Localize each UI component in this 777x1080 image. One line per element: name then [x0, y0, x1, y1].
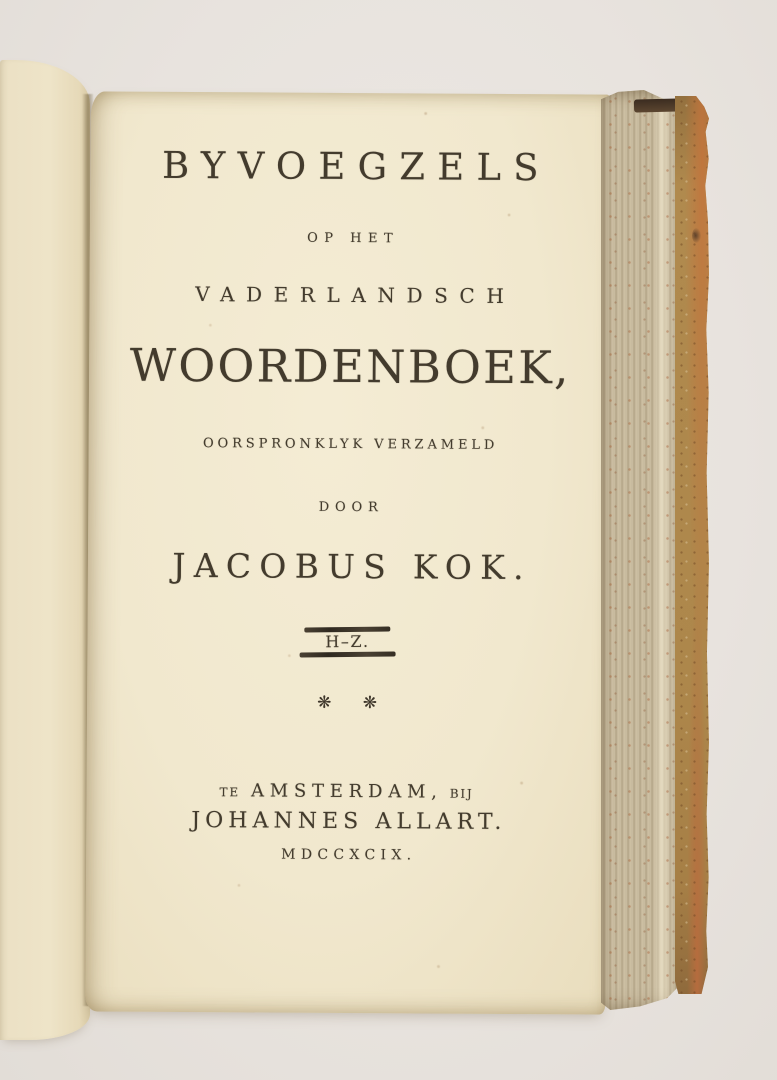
rosette-ornament-icon: ❋	[362, 693, 378, 714]
compiled-line: OORSPRONKLYK VERZAMELD	[202, 436, 499, 453]
fore-edge	[601, 90, 679, 1010]
subject-title: VADERLANDSCH	[195, 282, 516, 309]
main-title: WOORDENBOEK,	[129, 338, 571, 395]
rule-bottom	[300, 652, 396, 658]
author-name: JACOBUS KOK.	[172, 545, 532, 588]
connector-op-het: OP HET	[307, 230, 400, 247]
board-dark-gap	[634, 98, 680, 112]
imprint-city: AMSTERDAM,	[250, 780, 443, 803]
series-title: BYVOEGZELS	[161, 143, 551, 190]
left-blank-page	[0, 60, 90, 1040]
imprint-connector: BIJ	[449, 786, 474, 801]
title-page	[85, 91, 611, 1014]
foxing-spots	[91, 91, 93, 93]
volume-range-cartouche	[299, 626, 395, 657]
connector-door: DOOR	[318, 499, 384, 516]
imprint-prefix: TE	[219, 785, 240, 800]
volume-range: H–Z.	[325, 631, 370, 652]
publication-year: MDCCXCIX.	[281, 846, 417, 864]
rosette-ornament-icon: ❋	[317, 692, 332, 713]
imprint-line	[86, 779, 606, 803]
printer-ornaments	[87, 691, 607, 714]
publisher-name: JOHANNES ALLART.	[191, 808, 507, 835]
board-notch	[692, 228, 701, 243]
